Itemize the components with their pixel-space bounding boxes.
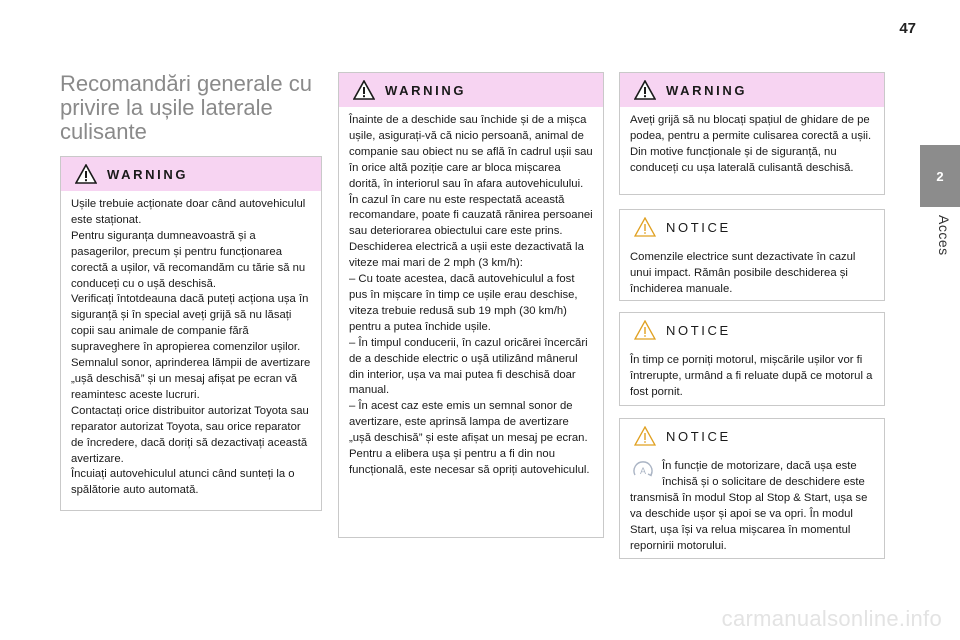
notice-triangle-icon	[634, 320, 656, 340]
notice-title: NOTICE	[666, 428, 731, 444]
notice-header	[620, 210, 884, 244]
notice-box-engine-start	[619, 312, 885, 406]
paragraph: În funcție de motorizare, dacă ușa este închisă și o solicitare de deschidere este transmisă în modul Stop al Stop & Start, ușa se va deschide ușor și apoi se va opri. În modul Start, ușa își va relua mișcarea în momentul repornirii motorului.	[630, 460, 868, 552]
paragraph: Înainte de a deschide sau închide și de a mișca ușile, asigurați-vă că nicio persoană, animal de companie sau obiect nu se află în cadrul ușii sau în orice altă poziție care ar bloca mișcarea dorită, în interiorul sau în afara autovehiculului.	[349, 114, 593, 190]
warning-triangle-icon	[75, 164, 97, 184]
warning-title: WARNING	[666, 82, 748, 98]
paragraph: Deschiderea electrică a ușii este dezactivată la viteze mai mari de 2 mph (3 km/h):	[349, 241, 584, 270]
paragraph: Din motive funcționale și de siguranță, nu conduceți cu ușa laterală culisantă deschisă.	[630, 145, 854, 174]
paragraph: În timp ce porniți motorul, mișcările ușilor vor fi întrerupte, urmând a fi reluate după ce motorul a fost pornit.	[630, 354, 873, 398]
paragraph: Aveți grijă să nu blocați spațiul de ghidare de pe podea, pentru a permite culisarea corectă a ușii.	[630, 114, 872, 142]
paragraph: Încuiați autovehiculul atunci când sunteți la o spălătorie auto automată.	[71, 468, 295, 497]
warning-header	[61, 157, 321, 191]
paragraph: Verificați întotdeauna dacă puteți acționa ușa în siguranță și în special aveți grijă să nu lăsați copii sau animale de companie fără supraveghere în apropierea comenzilor ușilor.	[71, 293, 309, 354]
section-title: Recomandări generale cu privire la ușile laterale culisante	[60, 71, 312, 144]
notice-body	[620, 347, 884, 409]
stop-start-icon	[630, 459, 656, 481]
warning-body	[61, 191, 321, 507]
warning-triangle-icon	[353, 80, 375, 100]
warning-title: WARNING	[107, 166, 189, 182]
paragraph: Semnalul sonor, aprinderea lămpii de avertizare „ușă deschisă” și un mesaj afișat pe ecran vă reamintesc aceste lucruri.	[71, 357, 311, 401]
paragraph: Ușile trebuie acționate doar când autovehiculul este staționat.	[71, 198, 306, 226]
notice-body	[620, 244, 884, 306]
paragraph: – În acest caz este emis un semnal sonor de avertizare, este aprinsă lampa de avertizare „ușă deschisă” și este afișat un mesaj pe ecran. Pentru a elibera ușa și pentru a fi din nou funcțională, este necesar să opriți autovehiculul.	[349, 400, 590, 476]
notice-triangle-icon	[634, 426, 656, 446]
notice-box-stop-start	[619, 418, 885, 559]
notice-title: NOTICE	[666, 322, 731, 338]
svg-text:A: A	[639, 466, 647, 476]
notice-header	[620, 313, 884, 347]
warning-header	[339, 73, 603, 107]
notice-header	[620, 419, 884, 453]
warning-box-obstruction	[338, 72, 604, 538]
warning-body	[339, 107, 603, 487]
notice-title: NOTICE	[666, 219, 731, 235]
warning-triangle-icon	[634, 80, 656, 100]
chapter-label: Acces	[936, 215, 952, 256]
paragraph: – Cu toate acestea, dacă autovehiculul a fost pus în mișcare în timp ce ușile erau deschise, viteza trebuie redusă sub 19 mph (30 km/h) pentru a putea închide ușile.	[349, 273, 578, 333]
chapter-number: 2	[936, 168, 944, 184]
paragraph: Comenzile electrice sunt dezactivate în cazul unui impact. Rămân posibile deschiderea și închiderea manuale.	[630, 251, 856, 295]
paragraph: Contactați orice distribuitor autorizat Toyota sau reparator autorizat Toyota, sau orice reparator de încredere, dacă doriți să dezactivați această avertizare.	[71, 404, 309, 465]
paragraph: – În timpul conducerii, în cazul oricărei încercări de a deschide electric o ușă utilizând mânerul din interior, ușa va mai putea fi deschisă doar manual.	[349, 336, 588, 397]
chapter-tab[interactable]	[920, 145, 960, 207]
watermark: carmanualsonline.info	[721, 606, 942, 631]
warning-body	[620, 107, 884, 185]
paragraph: Pentru siguranța dumneavoastră și a pasagerilor, precum și pentru funcționarea corectă a ușilor, vă recomandăm cu tărie să nu conduceți cu o ușă deschisă.	[71, 229, 306, 290]
notice-box-impact	[619, 209, 885, 301]
paragraph: În cazul în care nu este respectată această recomandare, poate fi cauzată rănirea persoanei sau deteriorarea obiectului care este prins.	[349, 193, 593, 238]
page-number: 47	[899, 20, 916, 37]
warning-title: WARNING	[385, 82, 467, 98]
warning-box-floor-guide	[619, 72, 885, 195]
warning-header	[620, 73, 884, 107]
notice-triangle-icon	[634, 217, 656, 237]
notice-body	[620, 453, 884, 562]
warning-box-door-operation	[60, 156, 322, 511]
